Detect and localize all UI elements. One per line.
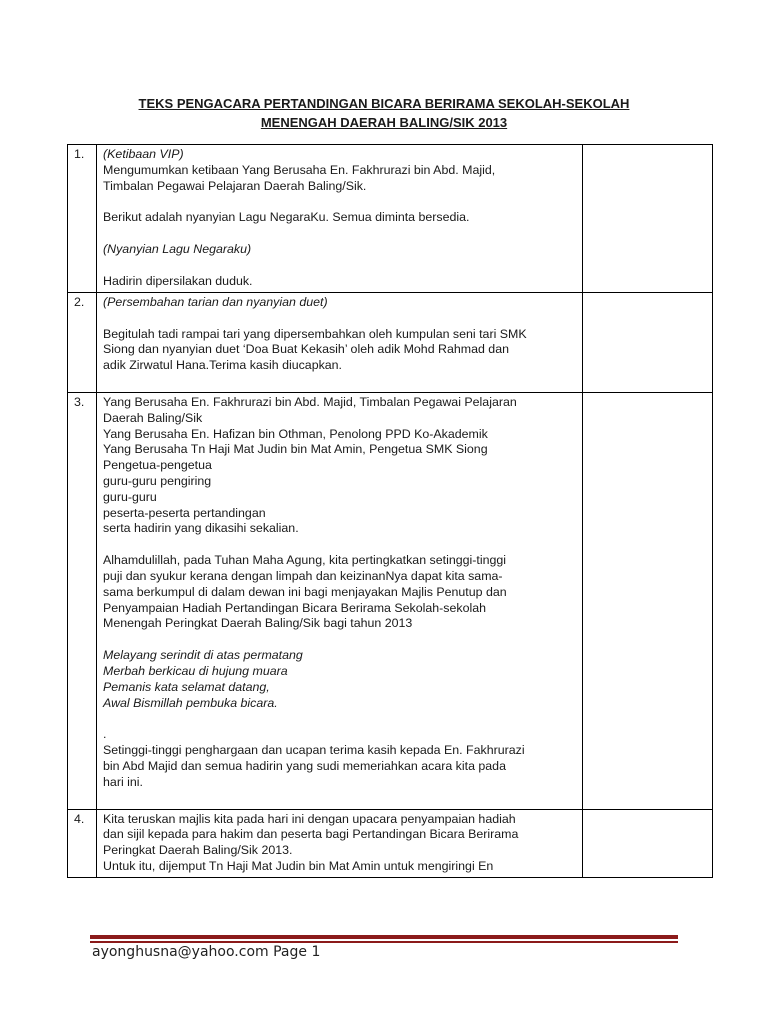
stage-direction-line: Pemanis kata selamat datang,	[103, 679, 270, 694]
text-line: Daerah Baling/Sik	[103, 410, 203, 425]
row-content	[97, 809, 583, 877]
text-line: dan sijil kepada para hakim dan peserta bagi Pertandingan Bicara Berirama	[103, 827, 519, 842]
text-line: guru-guru pengiring	[103, 473, 212, 488]
text-line: Yang Berusaha En. Fakhrurazi bin Abd. Majid, Timbalan Pegawai Pelajaran	[103, 394, 517, 409]
text-line: Siong dan nyanyian duet ‘Doa Buat Kekasih’ oleh adik Mohd Rahmad dan	[103, 342, 509, 357]
stage-direction-line: (Ketibaan VIP)	[103, 147, 184, 161]
stage-direction-line: Awal Bismillah pembuka bicara.	[103, 695, 278, 710]
text-line: sama berkumpul di dalam dewan ini bagi menjayakan Majlis Penutup dan	[103, 584, 507, 599]
document-title-line-1: TEKS PENGACARA PERTANDINGAN BICARA BERIRAMA SEKOLAH-SEKOLAH	[138, 96, 630, 111]
text-line: Berikut adalah nyanyian Lagu NegaraKu. Semua diminta bersedia.	[103, 210, 470, 225]
document-title-line-2: MENENGAH DAERAH BALING/SIK 2013	[260, 115, 508, 130]
notes-cell	[582, 809, 712, 877]
text-line: Untuk itu, dijemput Tn Haji Mat Judin bin Mat Amin untuk mengiringi En	[103, 858, 494, 873]
text-line: peserta-peserta pertandingan	[103, 505, 266, 520]
stage-direction-line: (Nyanyian Lagu Negaraku)	[103, 242, 252, 257]
text-line: puji dan syukur kerana dengan limpah dan keizinanNya dapat kita sama-	[103, 568, 503, 583]
row-content	[97, 292, 583, 392]
footer-text: ayonghusna@yahoo.com Page 1	[92, 944, 321, 960]
text-line: Mengumumkan ketibaan Yang Berusaha En. Fakhrurazi bin Abd. Majid,	[103, 162, 496, 177]
text-line: guru-guru	[103, 489, 157, 504]
blank-line	[103, 194, 576, 210]
row-content	[97, 145, 583, 293]
script-row	[68, 392, 713, 809]
text-line: Alhamdulillah, pada Tuhan Maha Agung, kita pertingkatkan setinggi-tinggi	[103, 553, 506, 568]
text-line: bin Abd Majid dan semua hadirin yang sudi memeriahkan acara kita pada	[103, 758, 506, 773]
text-line: .	[103, 727, 107, 742]
text-line: Setinggi-tinggi penghargaan dan ucapan terima kasih kepada En. Fakhrurazi	[103, 743, 525, 758]
text-line: Yang Berusaha En. Hafizan bin Othman, Penolong PPD Ko-Akademik	[103, 426, 488, 441]
text-line: Peringkat Daerah Baling/Sik 2013.	[103, 843, 293, 858]
text-line: Pengetua-pengetua	[103, 458, 212, 473]
row-number: 2.	[68, 292, 97, 392]
notes-cell	[582, 292, 712, 392]
text-line: Menengah Peringkat Daerah Baling/Sik bagi tahun 2013	[103, 616, 413, 631]
text-line: Kita teruskan majlis kita pada hari ini dengan upacara penyampaian hadiah	[103, 811, 516, 826]
text-line: Hadirin dipersilakan duduk.	[103, 273, 253, 288]
row-number: 3.	[68, 392, 97, 809]
text-line: adik Zirwatul Hana.Terima kasih diucapkan.	[103, 358, 343, 373]
blank-line	[103, 632, 576, 648]
footer-rule-thick	[90, 935, 678, 939]
script-row	[68, 145, 713, 293]
notes-cell	[582, 145, 712, 293]
footer-rule-thin	[90, 941, 678, 943]
row-number: 1.	[68, 145, 97, 293]
row-number: 4.	[68, 809, 97, 877]
blank-line	[103, 374, 576, 390]
script-row	[68, 809, 713, 877]
text-line: hari ini.	[103, 774, 143, 789]
stage-direction-line: (Persembahan tarian dan nyanyian duet)	[103, 294, 328, 309]
blank-line	[103, 791, 576, 807]
script-row	[68, 292, 713, 392]
text-line: serta hadirin yang dikasihi sekalian.	[103, 521, 299, 536]
blank-line	[103, 311, 576, 327]
stage-direction-line: Merbah berkicau di hujung muara	[103, 663, 288, 678]
row-content	[97, 392, 583, 809]
text-line: Yang Berusaha Tn Haji Mat Judin bin Mat Amin, Pengetua SMK Siong	[103, 442, 488, 457]
notes-cell	[582, 392, 712, 809]
stage-direction-line: Melayang serindit di atas permatang	[103, 648, 303, 663]
text-line: Penyampaian Hadiah Pertandingan Bicara Berirama Sekolah-sekolah	[103, 600, 486, 615]
text-line: Begitulah tadi rampai tari yang dipersembahkan oleh kumpulan seni tari SMK	[103, 326, 527, 341]
blank-line	[103, 226, 576, 242]
script-table	[67, 144, 713, 878]
blank-line	[103, 258, 576, 274]
text-line: Timbalan Pegawai Pelajaran Daerah Baling/Sik.	[103, 178, 367, 193]
blank-line	[103, 711, 576, 727]
blank-line	[103, 537, 576, 553]
